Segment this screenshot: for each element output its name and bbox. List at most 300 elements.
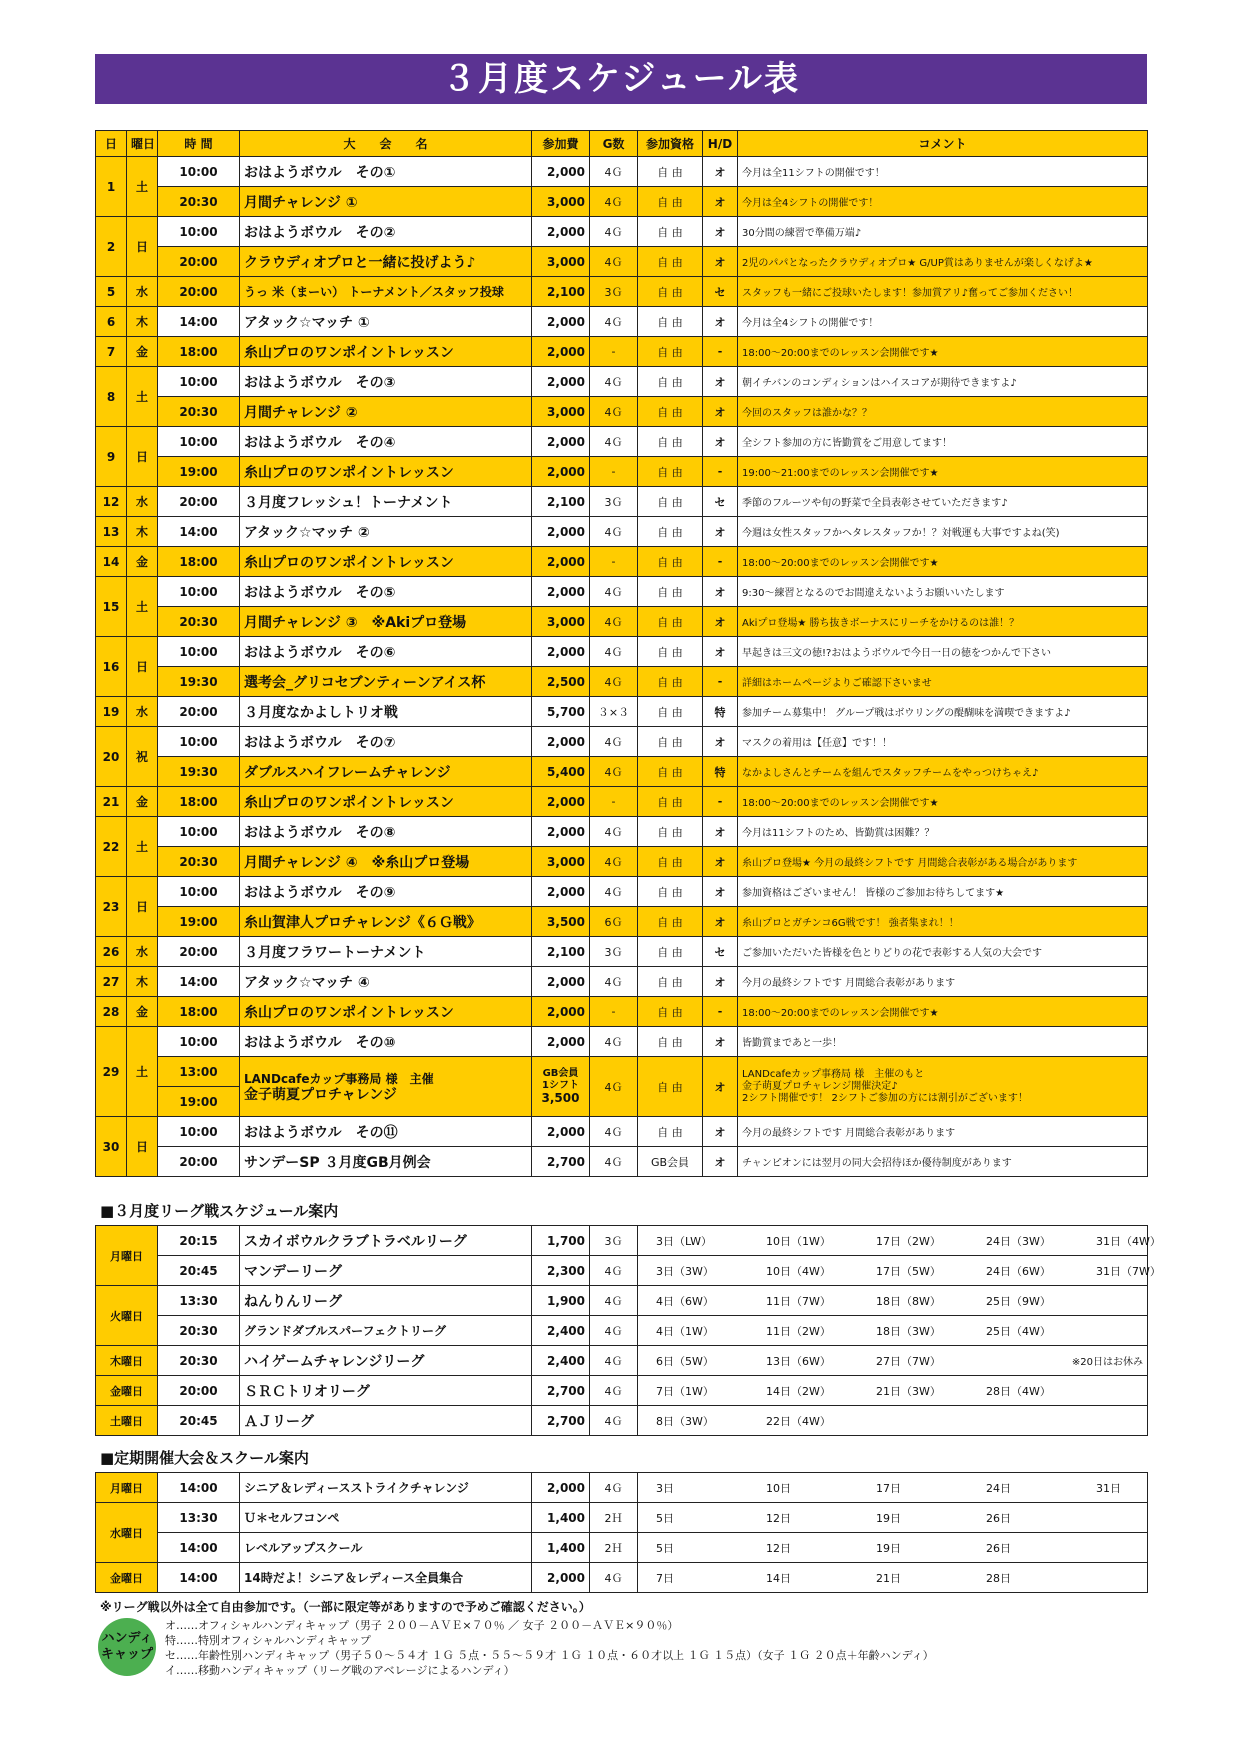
schedule-date: 7日 <box>656 1571 674 1585</box>
qualification-cell: 自 由 <box>638 727 703 757</box>
comment-cell: 早起きは三文の徳!?おはようボウルで今日一日の徳をつかんで下さい <box>738 637 1148 667</box>
comment-cell: 30分間の練習で準備万端♪ <box>738 217 1148 247</box>
handicap-legend-item: オ……オフィシャルハンディキャップ（男子 ２００－ＡＶＥ×７０％ ／ 女子 ２００－ＡＶＥ×９０％） <box>165 1619 679 1632</box>
games-cell: - <box>590 997 638 1027</box>
games-cell: 4Ｇ <box>590 247 638 277</box>
table-row <box>96 367 1148 397</box>
handicap-cell: 特 <box>703 697 738 727</box>
qualification-cell: GB会員 <box>638 1147 703 1177</box>
time-cell: 10:00 <box>158 1117 240 1147</box>
games-cell: 3Ｇ <box>590 487 638 517</box>
dates-cell <box>638 1256 1161 1286</box>
dow-cell: 日 <box>127 1117 158 1177</box>
fee-cell: 2,700 <box>532 1376 590 1406</box>
games-cell: - <box>590 457 638 487</box>
comment-cell: 18:00～20:00までのレッスン会開催です★ <box>738 787 1148 817</box>
event-name: 糸山プロのワンポイントレッスン <box>240 997 532 1027</box>
comment-cell: 今月は全4シフトの開催です！ <box>738 187 1148 217</box>
table-row <box>96 1057 1148 1087</box>
handicap-cell: オ <box>703 607 738 637</box>
handicap-cell: - <box>703 997 738 1027</box>
schedule-date: 24日 <box>986 1481 1011 1495</box>
table-row <box>96 1117 1148 1147</box>
time-cell: 13:30 <box>158 1286 240 1316</box>
time-cell: 20:00 <box>158 277 240 307</box>
handicap-cell: オ <box>703 367 738 397</box>
fee-line2: 1シフト <box>542 1079 579 1091</box>
schedule-date: 26日 <box>986 1511 1011 1525</box>
dow-cell: 木 <box>127 517 158 547</box>
schedule-date: 17日（5W） <box>876 1264 941 1278</box>
games-cell: 4Ｇ <box>590 727 638 757</box>
qualification-cell: 自 由 <box>638 517 703 547</box>
table-row <box>96 787 1148 817</box>
comment-cell: スタッフも一緒にご投球いたします！参加賞アリ♪奮ってご参加ください！ <box>738 277 1148 307</box>
dates-cell <box>638 1316 1148 1346</box>
schedule-date: 14日 <box>766 1571 791 1585</box>
league-name: ハイゲームチャレンジリーグ <box>240 1346 532 1376</box>
games-cell: 4Ｇ <box>590 427 638 457</box>
day-cell: 14 <box>96 547 127 577</box>
day-cell: 21 <box>96 787 127 817</box>
schedule-date: 5日 <box>656 1541 674 1555</box>
event-name: おはようボウル その① <box>240 157 532 187</box>
schedule-date: 17日（2W） <box>876 1234 941 1248</box>
fee-cell: 2,000 <box>532 877 590 907</box>
event-name: レベルアップスクール <box>240 1533 532 1563</box>
fee-cell: 2,000 <box>532 577 590 607</box>
handicap-cell: オ <box>703 637 738 667</box>
qualification-cell: 自 由 <box>638 937 703 967</box>
day-cell: 12 <box>96 487 127 517</box>
schedule-date: 24日（6W） <box>986 1264 1051 1278</box>
dow-cell: 土 <box>127 367 158 427</box>
comment-cell: 19:00～21:00までのレッスン会開催です★ <box>738 457 1148 487</box>
schedule-date: 12日 <box>766 1511 791 1525</box>
event-name: おはようボウル その⑪ <box>240 1117 532 1147</box>
time-cell: 18:00 <box>158 787 240 817</box>
schedule-date: 31日（7W） <box>1096 1264 1161 1278</box>
time-cell: 20:00 <box>158 487 240 517</box>
day-cell: 7 <box>96 337 127 367</box>
qualification-cell: 自 由 <box>638 547 703 577</box>
time-cell: 18:00 <box>158 547 240 577</box>
time-cell: 13:00 <box>158 1057 240 1087</box>
table-row <box>96 307 1148 337</box>
games-cell: 4Ｇ <box>590 1256 638 1286</box>
games-cell: 3Ｇ <box>590 277 638 307</box>
fee-cell: 5,400 <box>532 757 590 787</box>
comment-cell: 今月の最終シフトです 月間総合表彰があります <box>738 1117 1148 1147</box>
comment-cell: 2児のパパとなったクラウディオプロ★ G/UP賞はありませんが楽しくなげよ★ <box>738 247 1148 277</box>
handicap-cell: オ <box>703 1117 738 1147</box>
schedule-date: 4日（1W） <box>656 1324 714 1338</box>
fee-cell: 2,000 <box>532 1563 590 1593</box>
qualification-cell: 自 由 <box>638 157 703 187</box>
qualification-cell: 自 由 <box>638 997 703 1027</box>
handicap-legend <box>165 1618 934 1678</box>
fee-cell: 3,000 <box>532 397 590 427</box>
time-cell: 20:30 <box>158 847 240 877</box>
schedule-date: 10日（4W） <box>766 1264 831 1278</box>
event-name: おはようボウル その② <box>240 217 532 247</box>
table-row <box>96 817 1148 847</box>
fee-line3: 3,500 <box>541 1090 580 1105</box>
games-cell: 4Ｇ <box>590 1563 638 1593</box>
fee-cell: 2,000 <box>532 1027 590 1057</box>
day-cell: 6 <box>96 307 127 337</box>
fee-cell: 2,100 <box>532 487 590 517</box>
handicap-cell: オ <box>703 1057 738 1117</box>
fee-cell: 2,000 <box>532 367 590 397</box>
schedule-date: 31日 <box>1096 1481 1121 1495</box>
handicap-cell: - <box>703 787 738 817</box>
schedule-date: 19日 <box>876 1511 901 1525</box>
event-name: 月間チャレンジ ② <box>240 397 532 427</box>
event-name: 糸山プロのワンポイントレッスン <box>240 457 532 487</box>
handicap-cell: オ <box>703 247 738 277</box>
handicap-cell: オ <box>703 877 738 907</box>
event-name: 糸山賀津人プロチャレンジ《６Ｇ戦》 <box>240 907 532 937</box>
qualification-cell: 自 由 <box>638 787 703 817</box>
games-cell: 4Ｇ <box>590 847 638 877</box>
day-cell: 5 <box>96 277 127 307</box>
schedule-date: 3日（3W） <box>656 1264 714 1278</box>
fee-cell: 2,000 <box>532 307 590 337</box>
table-row <box>96 637 1148 667</box>
event-name: アタック☆マッチ ① <box>240 307 532 337</box>
fee-cell: 2,400 <box>532 1346 590 1376</box>
games-cell: 4Ｇ <box>590 1057 638 1117</box>
table-row <box>96 1027 1148 1057</box>
col-fee: 参加費 <box>532 131 590 157</box>
fee-cell: 2,000 <box>532 637 590 667</box>
time-cell: 20:45 <box>158 1256 240 1286</box>
league-row <box>96 1316 1148 1346</box>
schedule-date: 11日（2W） <box>766 1324 831 1338</box>
comment-cell: 今月は11シフトのため、皆勤賞は困難？？ <box>738 817 1148 847</box>
time-cell: 10:00 <box>158 577 240 607</box>
league-row <box>96 1226 1148 1256</box>
table-row <box>96 937 1148 967</box>
schedule-date: 17日 <box>876 1481 901 1495</box>
comment-cell: 今回のスタッフは誰かな？？ <box>738 397 1148 427</box>
comment-cell: 全シフト参加の方に皆勤賞をご用意してます！ <box>738 427 1148 457</box>
comment-cell: ご参加いただいた皆様を色とりどりの花で表彰する人気の大会です <box>738 937 1148 967</box>
day-cell: 2 <box>96 217 127 277</box>
time-cell: 10:00 <box>158 157 240 187</box>
fee-cell: 2,000 <box>532 157 590 187</box>
table-row <box>96 907 1148 937</box>
weekday-cell: 木曜日 <box>96 1346 158 1376</box>
event-name: シニア＆レディースストライクチャレンジ <box>240 1473 532 1503</box>
games-cell: 4Ｇ <box>590 637 638 667</box>
event-name: 14時だよ！シニア＆レディース全員集合 <box>240 1563 532 1593</box>
fee-cell: 1,900 <box>532 1286 590 1316</box>
dow-cell: 金 <box>127 997 158 1027</box>
games-cell: 4Ｇ <box>590 517 638 547</box>
fee-cell: 1,700 <box>532 1226 590 1256</box>
dates-cell <box>638 1226 1161 1256</box>
schedule-date: 25日（9W） <box>986 1294 1051 1308</box>
comment-cell: 詳細はホームページよりご確認下さいませ <box>738 667 1148 697</box>
dow-cell: 水 <box>127 697 158 727</box>
table-row <box>96 187 1148 217</box>
table-row <box>96 277 1148 307</box>
event-name: サンデーSP ３月度GB月例会 <box>240 1147 532 1177</box>
schedule-date: 8日（3W） <box>656 1414 714 1428</box>
fee-cell <box>532 1057 590 1117</box>
event-name: ３月度フレッシュ！トーナメント <box>240 487 532 517</box>
schedule-date: 6日（5W） <box>656 1354 714 1368</box>
handicap-legend-item: 特……特別オフィシャルハンディキャップ <box>165 1634 371 1647</box>
day-cell: 22 <box>96 817 127 877</box>
qualification-cell: 自 由 <box>638 607 703 637</box>
day-cell: 8 <box>96 367 127 427</box>
table-row <box>96 217 1148 247</box>
games-cell: 4Ｇ <box>590 307 638 337</box>
col-day: 日 <box>96 131 127 157</box>
games-cell: 4Ｇ <box>590 1117 638 1147</box>
dates-cell <box>638 1346 1148 1376</box>
comment-cell: 今週は女性スタッフかヘタレスタッフか！？対戦運も大事ですよね(笑) <box>738 517 1148 547</box>
games-cell: 2Ｈ <box>590 1533 638 1563</box>
handicap-cell: オ <box>703 967 738 997</box>
handicap-cell: オ <box>703 187 738 217</box>
event-name: おはようボウル その⑨ <box>240 877 532 907</box>
table-row <box>96 577 1148 607</box>
time-cell: 20:00 <box>158 937 240 967</box>
comment-cell: 18:00～20:00までのレッスン会開催です★ <box>738 337 1148 367</box>
dates-cell <box>638 1533 1148 1563</box>
handicap-cell: オ <box>703 907 738 937</box>
regular-section-heading: ■定期開催大会＆スクール案内 <box>100 1449 309 1467</box>
event-name: アタック☆マッチ ② <box>240 517 532 547</box>
table-row <box>96 877 1148 907</box>
fee-cell: 2,400 <box>532 1316 590 1346</box>
schedule-date: 28日 <box>986 1571 1011 1585</box>
col-qualification: 参加資格 <box>638 131 703 157</box>
dates-cell <box>638 1563 1148 1593</box>
qualification-cell: 自 由 <box>638 847 703 877</box>
handicap-cell: セ <box>703 487 738 517</box>
games-cell: ３×３ <box>590 697 638 727</box>
comment-cell: 糸山プロとガチンコ6G戦です！ 強者集まれ！！ <box>738 907 1148 937</box>
dow-cell: 金 <box>127 547 158 577</box>
table-row <box>96 757 1148 787</box>
comment-cell <box>738 1057 1148 1117</box>
games-cell: - <box>590 337 638 367</box>
dates-cell <box>638 1376 1148 1406</box>
games-cell: 4Ｇ <box>590 607 638 637</box>
time-cell: 18:00 <box>158 997 240 1027</box>
table-row <box>96 727 1148 757</box>
weekday-cell: 金曜日 <box>96 1563 158 1593</box>
dow-cell: 日 <box>127 637 158 697</box>
league-row <box>96 1256 1148 1286</box>
event-name: 糸山プロのワンポイントレッスン <box>240 337 532 367</box>
handicap-cell: オ <box>703 817 738 847</box>
dow-cell: 金 <box>127 787 158 817</box>
qualification-cell: 自 由 <box>638 967 703 997</box>
table-row <box>96 997 1148 1027</box>
comment-cell: 今月は全11シフトの開催です！ <box>738 157 1148 187</box>
comment-cell: 季節のフルーツや旬の野菜で全員表彰させていただきます♪ <box>738 487 1148 517</box>
table-row <box>96 337 1148 367</box>
handicap-cell: セ <box>703 277 738 307</box>
dow-cell: 金 <box>127 337 158 367</box>
handicap-cell: オ <box>703 1147 738 1177</box>
dow-cell: 木 <box>127 967 158 997</box>
fee-cell: 2,000 <box>532 217 590 247</box>
col-games: G数 <box>590 131 638 157</box>
weekday-cell: 火曜日 <box>96 1286 158 1346</box>
schedule-date: 28日（4W） <box>986 1384 1051 1398</box>
time-cell: 20:00 <box>158 247 240 277</box>
time-cell: 20:15 <box>158 1226 240 1256</box>
fee-cell: 3,500 <box>532 907 590 937</box>
fee-cell: 2,000 <box>532 517 590 547</box>
regular-row <box>96 1563 1148 1593</box>
dates-cell <box>638 1286 1148 1316</box>
comment-line3: 2シフト開催です！ 2シフトご参加の方には割引がございます！ <box>742 1092 1028 1104</box>
time-cell: 20:00 <box>158 1376 240 1406</box>
qualification-cell: 自 由 <box>638 427 703 457</box>
table-row <box>96 967 1148 997</box>
league-section-heading: ■３月度リーグ戦スケジュール案内 <box>100 1202 339 1220</box>
event-name: うっ 米（まーい） トーナメント／スタッフ投球 <box>240 277 532 307</box>
handicap-cell: オ <box>703 217 738 247</box>
handicap-cell: - <box>703 457 738 487</box>
handicap-cell: オ <box>703 847 738 877</box>
qualification-cell: 自 由 <box>638 637 703 667</box>
handicap-cell: - <box>703 337 738 367</box>
handicap-badge-line2: キャップ <box>100 1647 153 1662</box>
comment-cell: 9:30～練習となるのでお間違えないようお願いいたします <box>738 577 1148 607</box>
time-cell: 14:00 <box>158 1563 240 1593</box>
schedule-date: 12日 <box>766 1541 791 1555</box>
games-cell: 2Ｈ <box>590 1503 638 1533</box>
qualification-cell: 自 由 <box>638 817 703 847</box>
games-cell: 4Ｇ <box>590 667 638 697</box>
fee-cell: 2,000 <box>532 547 590 577</box>
day-cell: 9 <box>96 427 127 487</box>
regular-events-table <box>95 1472 1148 1593</box>
dow-cell: 水 <box>127 937 158 967</box>
schedule-date: 10日 <box>766 1481 791 1495</box>
event-name: おはようボウル その⑧ <box>240 817 532 847</box>
fee-cell: 3,000 <box>532 247 590 277</box>
handicap-badge <box>98 1618 156 1676</box>
dow-cell: 水 <box>127 487 158 517</box>
comment-cell: 皆勤賞まであと一歩！ <box>738 1027 1148 1057</box>
dow-cell: 祝 <box>127 727 158 787</box>
dow-cell: 日 <box>127 877 158 937</box>
qualification-cell: 自 由 <box>638 907 703 937</box>
fee-cell: 5,700 <box>532 697 590 727</box>
event-name: 糸山プロのワンポイントレッスン <box>240 547 532 577</box>
table-row <box>96 487 1148 517</box>
footnote: ※リーグ戦以外は全て自由参加です。（一部に限定等がありますので予めご確認ください。） <box>100 1600 591 1614</box>
event-name: 選考会_グリコセブンティーンアイス杯 <box>240 667 532 697</box>
schedule-date: 21日 <box>876 1571 901 1585</box>
time-cell: 20:00 <box>158 697 240 727</box>
day-cell: 20 <box>96 727 127 787</box>
table-row <box>96 547 1148 577</box>
handicap-cell: オ <box>703 517 738 547</box>
comment-cell: 糸山プロ登場★ 今月の最終シフトです 月間総合表彰がある場合があります <box>738 847 1148 877</box>
handicap-badge-line1: ハンディ <box>101 1631 153 1646</box>
league-row <box>96 1406 1148 1436</box>
schedule-date: 14日（2W） <box>766 1384 831 1398</box>
qualification-cell: 自 由 <box>638 367 703 397</box>
table-row <box>96 1147 1148 1177</box>
dates-cell <box>638 1473 1148 1503</box>
weekday-cell: 水曜日 <box>96 1503 158 1563</box>
handicap-cell: オ <box>703 427 738 457</box>
games-cell: - <box>590 547 638 577</box>
event-name: ３月度なかよしトリオ戦 <box>240 697 532 727</box>
comment-cell: チャンピオンには翌月の同大会招待ほか優待制度があります <box>738 1147 1148 1177</box>
fee-cell: 2,000 <box>532 817 590 847</box>
dow-cell: 土 <box>127 817 158 877</box>
event-name: おはようボウル その⑤ <box>240 577 532 607</box>
fee-cell: 2,100 <box>532 937 590 967</box>
time-cell: 20:00 <box>158 1147 240 1177</box>
table-row <box>96 427 1148 457</box>
col-name: 大 会 名 <box>240 131 532 157</box>
qualification-cell: 自 由 <box>638 337 703 367</box>
col-handicap: H/D <box>703 131 738 157</box>
event-name <box>240 1057 532 1117</box>
games-cell: 4Ｇ <box>590 1406 638 1436</box>
event-name: Ｕ＊セルフコンペ <box>240 1503 532 1533</box>
schedule-date: 5日 <box>656 1511 674 1525</box>
schedule-date: 7日（1W） <box>656 1384 714 1398</box>
handicap-cell: オ <box>703 1027 738 1057</box>
fee-cell: 1,400 <box>532 1503 590 1533</box>
league-name: マンデーリーグ <box>240 1256 532 1286</box>
event-name: 月間チャレンジ ① <box>240 187 532 217</box>
schedule-date: 25日（4W） <box>986 1324 1051 1338</box>
comment-cell: 参加資格はございません！ 皆様のご参加お待ちしてます★ <box>738 877 1148 907</box>
dow-cell: 土 <box>127 577 158 637</box>
event-name: アタック☆マッチ ④ <box>240 967 532 997</box>
games-cell: 4Ｇ <box>590 1316 638 1346</box>
time-cell: 20:30 <box>158 397 240 427</box>
handicap-cell: オ <box>703 577 738 607</box>
schedule-header-row <box>96 131 1148 157</box>
table-row <box>96 457 1148 487</box>
fee-cell: 2,000 <box>532 1473 590 1503</box>
games-cell: 4Ｇ <box>590 877 638 907</box>
day-cell: 26 <box>96 937 127 967</box>
games-cell: 4Ｇ <box>590 367 638 397</box>
time-cell: 20:30 <box>158 1316 240 1346</box>
league-name: スカイボウルクラブトラベルリーグ <box>240 1226 532 1256</box>
day-cell: 23 <box>96 877 127 937</box>
games-cell: 4Ｇ <box>590 757 638 787</box>
time-cell: 20:30 <box>158 1346 240 1376</box>
day-cell: 1 <box>96 157 127 217</box>
event-name: 月間チャレンジ ④ ※糸山プロ登場 <box>240 847 532 877</box>
games-cell: 3Ｇ <box>590 1226 638 1256</box>
table-row <box>96 517 1148 547</box>
page-title: ３月度スケジュール表 <box>95 54 1147 104</box>
table-row <box>96 157 1148 187</box>
games-cell: 4Ｇ <box>590 1376 638 1406</box>
dates-cell <box>638 1503 1148 1533</box>
